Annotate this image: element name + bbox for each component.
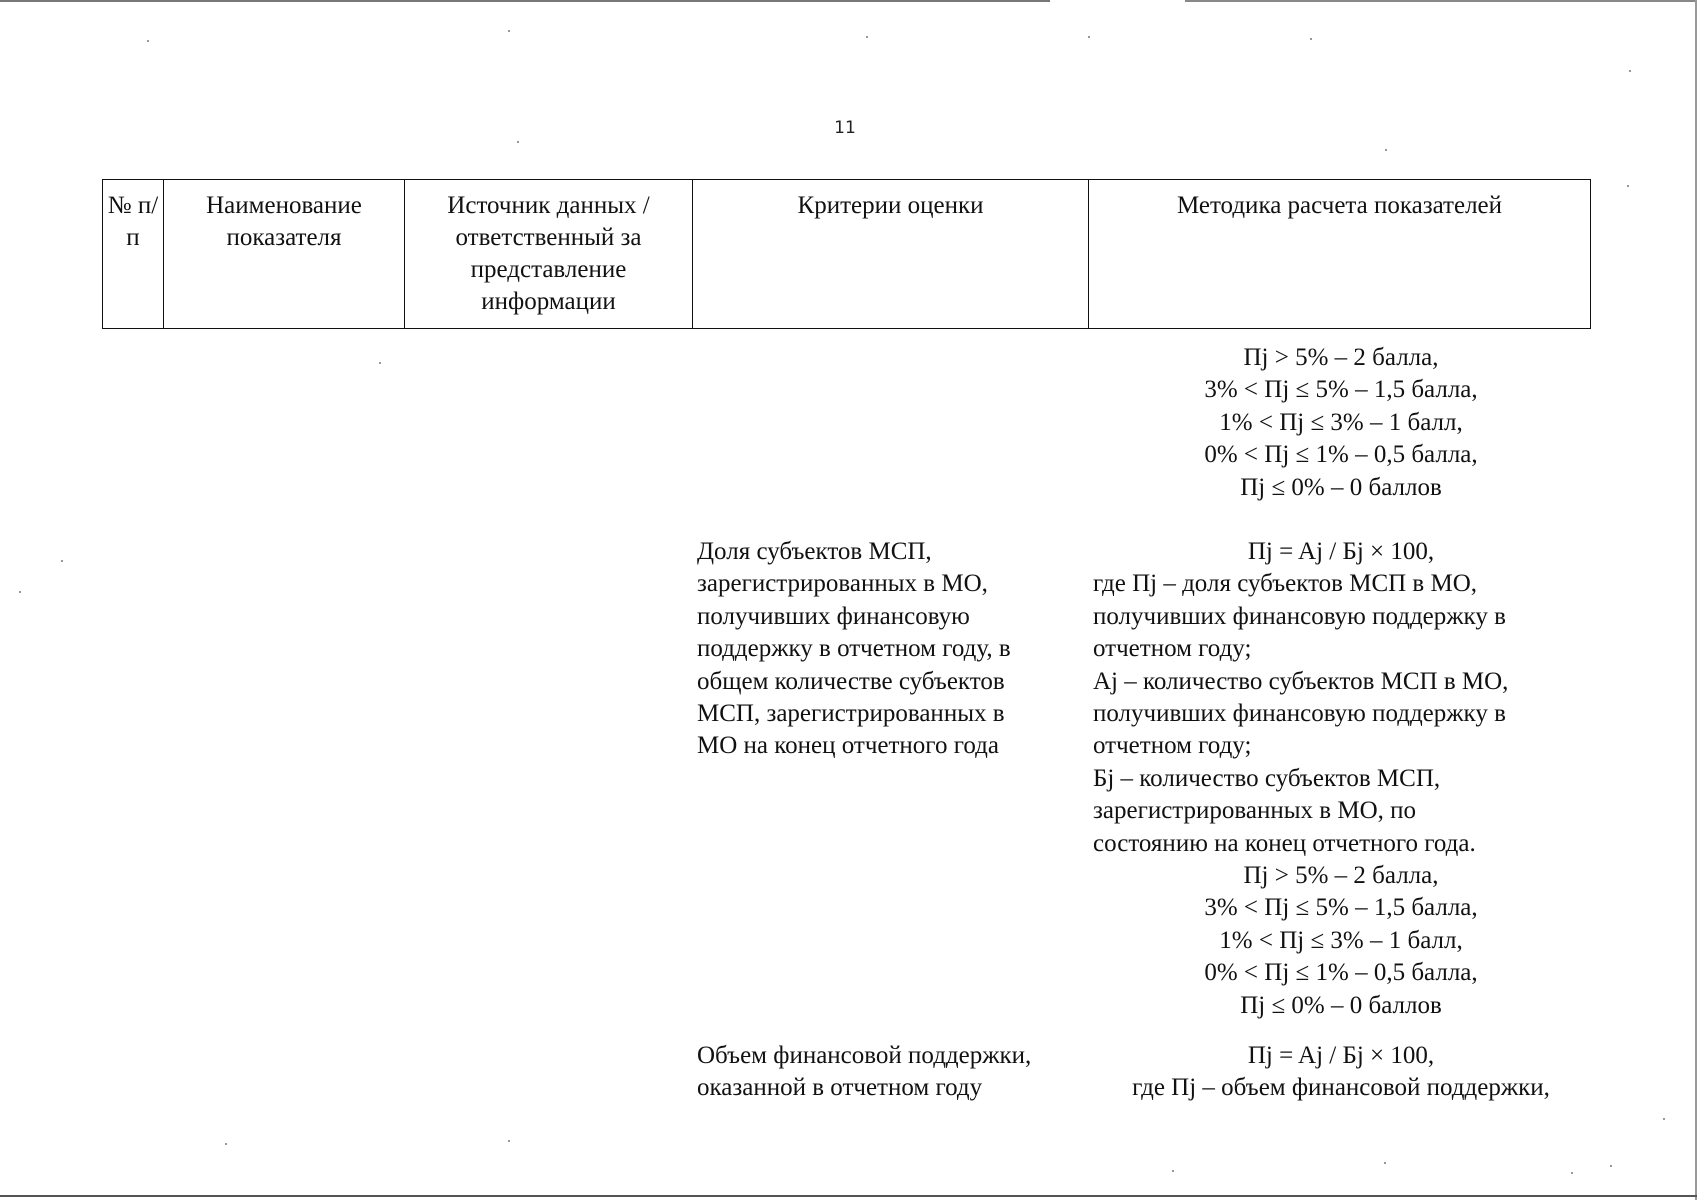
scan-speck [1610,1165,1612,1167]
scan-speck [1172,1170,1174,1172]
score-line: Пj > 5% – 2 балла, [1243,344,1439,371]
scan-speck [1385,149,1387,151]
scan-speck [517,141,519,143]
definition-line: получивших финансовую поддержку в [1093,700,1506,728]
criteria-line: оказанной в отчетном году [697,1074,983,1102]
method-scores-block-1 [1093,342,1589,504]
scan-speck [19,591,21,593]
scan-speck [1663,1118,1665,1120]
scan-edge-bottom [0,1195,1697,1197]
score-line: 1% < Пj ≤ 3% – 1 балл, [1219,408,1463,436]
score-line: 1% < Пj ≤ 3% – 1 балл, [1219,926,1463,954]
score-line: 3% < Пj ≤ 5% – 1,5 балла, [1204,894,1478,922]
column-header-method: Методика расчета показателей [1089,180,1591,329]
criteria-line: Объем финансовой поддержки, [697,1042,1032,1069]
scan-speck [1627,185,1629,187]
scan-speck [508,30,510,32]
definition-line: отчетном году; [1093,732,1252,760]
page-number: 11 [834,118,856,138]
table-header-row [103,180,1591,329]
definition-line: Aj – количество субъектов МСП в МО, [1093,667,1509,695]
score-line: Пj ≤ 0% – 0 баллов [1240,473,1442,501]
definition-line: зарегистрированных в МО, по [1093,797,1416,825]
score-line: 3% < Пj ≤ 5% – 1,5 балла, [1204,376,1478,404]
formula: Пj = Aj / Бj × 100, [1247,538,1435,565]
scan-speck [225,1143,227,1145]
scan-speck [1088,36,1090,38]
criteria-line: МСП, зарегистрированных в [697,700,1005,728]
table-header [102,179,1591,329]
method-block-2 [1093,536,1589,1022]
score-line: Пj > 5% – 2 балла, [1243,862,1439,890]
scan-speck [1384,1162,1386,1164]
definition-line: где Пj – доля субъектов МСП в МО, [1093,570,1478,598]
formula: Пj = Aj / Бj × 100, [1247,1042,1435,1069]
scan-speck [379,362,381,364]
criteria-line: общем количестве субъектов [697,667,1005,695]
criteria-line: получивших финансовую [697,602,970,630]
column-header-criteria: Критерии оценки [693,180,1089,329]
scan-speck [866,36,868,38]
column-header-data-source: Источник данных / ответственный за представление информации [405,180,693,329]
scan-speck [147,40,149,42]
scan-speck [508,1140,510,1142]
scan-speck [61,560,63,562]
column-header-indicator-name: Наименование показателя [164,180,405,329]
criteria-line: МО на конец отчетного года [697,732,999,760]
scan-speck [1571,1172,1573,1174]
criteria-block-3 [697,1040,1092,1105]
definition-line: получивших финансовую поддержку в [1093,602,1506,630]
definition-line: отчетном году; [1093,635,1252,663]
score-line: 0% < Пj ≤ 1% – 0,5 балла, [1204,441,1478,469]
scan-speck [1629,70,1631,72]
scan-speck [1310,38,1312,40]
definition-line: Бj – количество субъектов МСП, [1093,764,1441,792]
criteria-block-2 [697,536,1092,763]
score-line: 0% < Пj ≤ 1% – 0,5 балла, [1204,959,1478,987]
criteria-line: поддержку в отчетном году, в [697,635,1011,663]
column-header-number: № п/п [103,180,164,329]
criteria-line: Доля субъектов МСП, [697,538,932,565]
scan-edge-top [0,0,1697,2]
definition-line: состоянию на конец отчетного года. [1093,829,1476,857]
method-block-3 [1093,1040,1589,1105]
definition-line: где Пj – объем финансовой поддержки, [1132,1074,1550,1102]
criteria-line: зарегистрированных в МО, [697,570,988,598]
score-line: Пj ≤ 0% – 0 баллов [1240,991,1442,1019]
